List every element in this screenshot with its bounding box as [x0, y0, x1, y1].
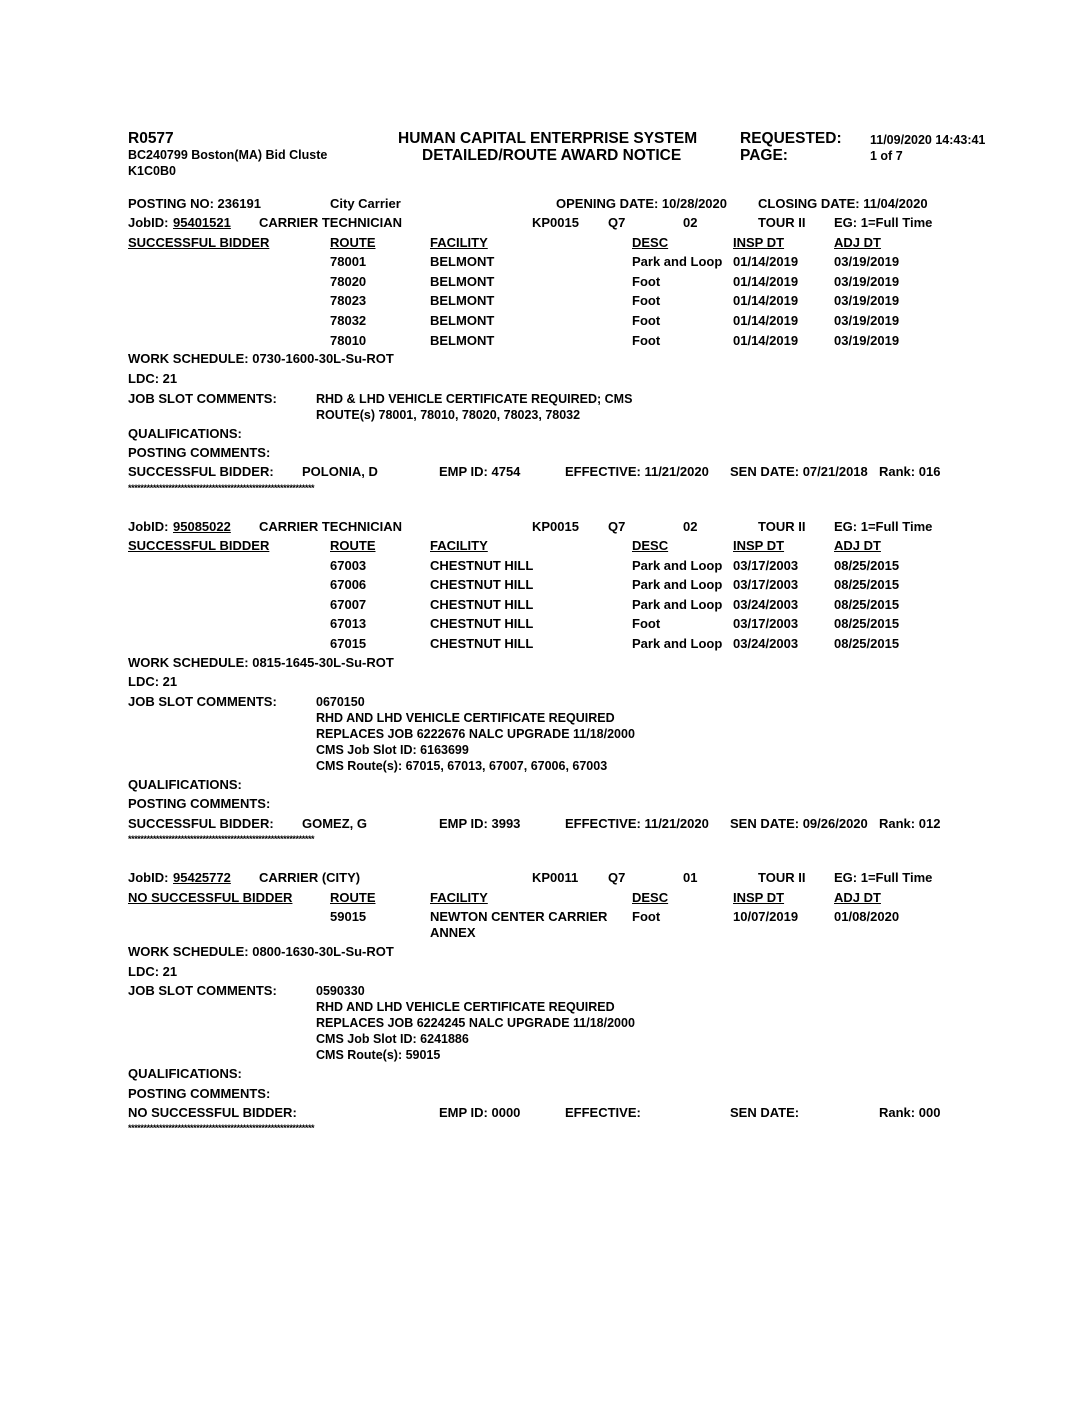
insp-header: INSP DT [733, 538, 785, 553]
separator: ************************************************************ [128, 1123, 315, 1133]
facility: BELMONT [430, 293, 495, 308]
adj-date: 03/19/2019 [834, 254, 900, 269]
comment-line: CMS Route(s): 59015 [316, 1048, 441, 1062]
bidder-heading: SUCCESSFUL BIDDER [128, 538, 270, 553]
route-desc: Park and Loop [632, 254, 723, 269]
jobid-label: JobID: [128, 870, 169, 885]
facility-header: FACILITY [430, 890, 488, 905]
kp-code: KP0011 [532, 870, 579, 885]
comment-line: CMS Job Slot ID: 6163699 [316, 743, 469, 757]
employment-group: EG: 1=Full Time [834, 870, 933, 885]
employment-group: EG: 1=Full Time [834, 215, 933, 230]
route-number: 78010 [330, 333, 367, 348]
route-desc: Foot [632, 333, 661, 348]
result-label: SUCCESSFUL BIDDER: [128, 464, 274, 479]
emp-id: EMP ID: 3993 [439, 816, 521, 831]
grade: Q7 [608, 215, 626, 230]
comment-line: 0670150 [316, 695, 365, 709]
requested-label: REQUESTED: [740, 130, 842, 147]
separator: ************************************************************ [128, 834, 315, 844]
requested-value: 11/09/2020 14:43:41 [870, 133, 986, 147]
jobid-link[interactable]: 95401521 [173, 215, 231, 230]
job-title: CARRIER TECHNICIAN [259, 519, 402, 534]
work-schedule: WORK SCHEDULE: 0800-1630-30L-Su-ROT [128, 944, 394, 959]
facility: CHESTNUT HILL [430, 597, 534, 612]
facility: NEWTON CENTER CARRIER [430, 909, 608, 924]
route-desc: Foot [632, 313, 661, 328]
adj-header: ADJ DT [834, 890, 881, 905]
tour: TOUR II [758, 215, 806, 230]
emp-id: EMP ID: 0000 [439, 1105, 521, 1120]
adj-date: 03/19/2019 [834, 274, 900, 289]
job-slot-comments-label: JOB SLOT COMMENTS: [128, 983, 277, 998]
grade: Q7 [608, 519, 626, 534]
facility: BELMONT [430, 274, 495, 289]
route-desc: Park and Loop [632, 636, 723, 651]
adj-header: ADJ DT [834, 538, 881, 553]
bidder-name: GOMEZ, G [302, 816, 367, 831]
insp-header: INSP DT [733, 890, 785, 905]
org-code: K1C0B0 [128, 164, 176, 178]
job-slot-comments [316, 391, 632, 423]
facility-header: FACILITY [430, 235, 488, 250]
insp-date: 03/24/2003 [733, 636, 799, 651]
step: 01 [683, 870, 698, 885]
job-slot-comments-label: JOB SLOT COMMENTS: [128, 694, 277, 709]
insp-date: 01/14/2019 [733, 313, 799, 328]
seniority-date: SEN DATE: 07/21/2018 [730, 464, 868, 479]
adj-date: 03/19/2019 [834, 293, 900, 308]
route-header: ROUTE [330, 235, 376, 250]
jobid-link[interactable]: 95425772 [173, 870, 231, 885]
facility: CHESTNUT HILL [430, 577, 534, 592]
adj-date: 08/25/2015 [834, 636, 900, 651]
insp-date: 03/17/2003 [733, 616, 799, 631]
posting-number: POSTING NO: 236191 [128, 196, 261, 211]
comment-line: 0590330 [316, 984, 365, 998]
emp-id: EMP ID: 4754 [439, 464, 521, 479]
posting-comments-label: POSTING COMMENTS: [128, 796, 271, 811]
closing-date: CLOSING DATE: 11/04/2020 [758, 196, 928, 211]
insp-date: 10/07/2019 [733, 909, 799, 924]
route-number: 67007 [330, 597, 367, 612]
qualifications-label: QUALIFICATIONS: [128, 426, 242, 441]
insp-header: INSP DT [733, 235, 785, 250]
system-title: HUMAN CAPITAL ENTERPRISE SYSTEM [398, 130, 698, 147]
facility: CHESTNUT HILL [430, 558, 534, 573]
insp-date: 01/14/2019 [733, 293, 799, 308]
facility: CHESTNUT HILL [430, 636, 534, 651]
seniority-date: SEN DATE: [730, 1105, 800, 1120]
ldc: LDC: 21 [128, 674, 178, 689]
step: 02 [683, 519, 698, 534]
kp-code: KP0015 [532, 215, 579, 230]
facility: BELMONT [430, 333, 495, 348]
route-number: 59015 [330, 909, 367, 924]
rank: Rank: 016 [879, 464, 941, 479]
comment-line: REPLACES JOB 6222676 NALC UPGRADE 11/18/2000 [316, 727, 635, 741]
route-header: ROUTE [330, 538, 376, 553]
route-desc: Foot [632, 293, 661, 308]
effective-date: EFFECTIVE: [565, 1105, 641, 1120]
comment-line: RHD AND LHD VEHICLE CERTIFICATE REQUIRED [316, 1000, 615, 1014]
route-number: 67006 [330, 577, 367, 592]
desc-header: DESC [632, 890, 669, 905]
qualifications-label: QUALIFICATIONS: [128, 777, 242, 792]
work-schedule: WORK SCHEDULE: 0730-1600-30L-Su-ROT [128, 351, 394, 366]
adj-date: 03/19/2019 [834, 333, 900, 348]
route-desc: Park and Loop [632, 558, 723, 573]
facility: BELMONT [430, 313, 495, 328]
ldc: LDC: 21 [128, 964, 178, 979]
page-value: 1 of 7 [870, 149, 903, 163]
jobid-label: JobID: [128, 215, 169, 230]
desc-header: DESC [632, 538, 669, 553]
jobid-label: JobID: [128, 519, 169, 534]
insp-date: 01/14/2019 [733, 254, 799, 269]
job-slot-comments [316, 694, 635, 774]
insp-date: 01/14/2019 [733, 333, 799, 348]
facility: CHESTNUT HILL [430, 616, 534, 631]
tour: TOUR II [758, 870, 806, 885]
page-label: PAGE: [740, 147, 788, 164]
rank: Rank: 000 [879, 1105, 941, 1120]
employment-group: EG: 1=Full Time [834, 519, 933, 534]
notice-title: DETAILED/ROUTE AWARD NOTICE [422, 147, 682, 164]
comment-line: ROUTE(s) 78001, 78010, 78020, 78023, 78032 [316, 408, 581, 422]
route-desc: Park and Loop [632, 577, 723, 592]
report-id: R0577 [128, 130, 174, 147]
facility-continued: ANNEX [430, 925, 476, 940]
job-slot-comments-label: JOB SLOT COMMENTS: [128, 391, 277, 406]
facility-header: FACILITY [430, 538, 488, 553]
adj-header: ADJ DT [834, 235, 881, 250]
result-label: SUCCESSFUL BIDDER: [128, 816, 274, 831]
posting-comments-label: POSTING COMMENTS: [128, 1086, 271, 1101]
bidder-name: POLONIA, D [302, 464, 378, 479]
adj-date: 08/25/2015 [834, 616, 900, 631]
route-number: 67013 [330, 616, 367, 631]
rank: Rank: 012 [879, 816, 941, 831]
tour: TOUR II [758, 519, 806, 534]
insp-date: 03/24/2003 [733, 597, 799, 612]
insp-date: 03/17/2003 [733, 558, 799, 573]
opening-date: OPENING DATE: 10/28/2020 [556, 196, 727, 211]
result-label: NO SUCCESSFUL BIDDER: [128, 1105, 297, 1120]
job-slot-comments [316, 983, 635, 1063]
route-desc: Foot [632, 616, 661, 631]
route-number: 78032 [330, 313, 367, 328]
grade: Q7 [608, 870, 626, 885]
qualifications-label: QUALIFICATIONS: [128, 1066, 242, 1081]
posting-type: City Carrier [330, 196, 401, 211]
separator: ************************************************************ [128, 483, 315, 493]
route-number: 67003 [330, 558, 367, 573]
route-desc: Foot [632, 274, 661, 289]
route-desc: Park and Loop [632, 597, 723, 612]
comment-line: RHD & LHD VEHICLE CERTIFICATE REQUIRED; CMS [316, 392, 633, 406]
job-title: CARRIER (CITY) [259, 870, 361, 885]
posting-comments-label: POSTING COMMENTS: [128, 445, 271, 460]
adj-date: 03/19/2019 [834, 313, 900, 328]
step: 02 [683, 215, 698, 230]
work-schedule: WORK SCHEDULE: 0815-1645-30L-Su-ROT [128, 655, 394, 670]
comment-line: CMS Route(s): 67015, 67013, 67007, 67006, 67003 [316, 759, 608, 773]
facility: BELMONT [430, 254, 495, 269]
effective-date: EFFECTIVE: 11/21/2020 [565, 464, 709, 479]
org-line: BC240799 Boston(MA) Bid Cluste [128, 148, 328, 162]
route-number: 78001 [330, 254, 367, 269]
comment-line: CMS Job Slot ID: 6241886 [316, 1032, 469, 1046]
insp-date: 01/14/2019 [733, 274, 799, 289]
ldc: LDC: 21 [128, 371, 178, 386]
adj-date: 08/25/2015 [834, 597, 900, 612]
bidder-heading: SUCCESSFUL BIDDER [128, 235, 270, 250]
route-desc: Foot [632, 909, 661, 924]
adj-date: 08/25/2015 [834, 558, 900, 573]
route-number: 78023 [330, 293, 367, 308]
desc-header: DESC [632, 235, 669, 250]
adj-date: 01/08/2020 [834, 909, 900, 924]
comment-line: RHD AND LHD VEHICLE CERTIFICATE REQUIRED [316, 711, 615, 725]
seniority-date: SEN DATE: 09/26/2020 [730, 816, 868, 831]
comment-line: REPLACES JOB 6224245 NALC UPGRADE 11/18/2000 [316, 1016, 635, 1030]
adj-date: 08/25/2015 [834, 577, 900, 592]
job-title: CARRIER TECHNICIAN [259, 215, 402, 230]
bidder-heading: NO SUCCESSFUL BIDDER [128, 890, 293, 905]
route-header: ROUTE [330, 890, 376, 905]
kp-code: KP0015 [532, 519, 579, 534]
route-number: 67015 [330, 636, 367, 651]
jobid-link[interactable]: 95085022 [173, 519, 231, 534]
effective-date: EFFECTIVE: 11/21/2020 [565, 816, 709, 831]
route-number: 78020 [330, 274, 367, 289]
insp-date: 03/17/2003 [733, 577, 799, 592]
